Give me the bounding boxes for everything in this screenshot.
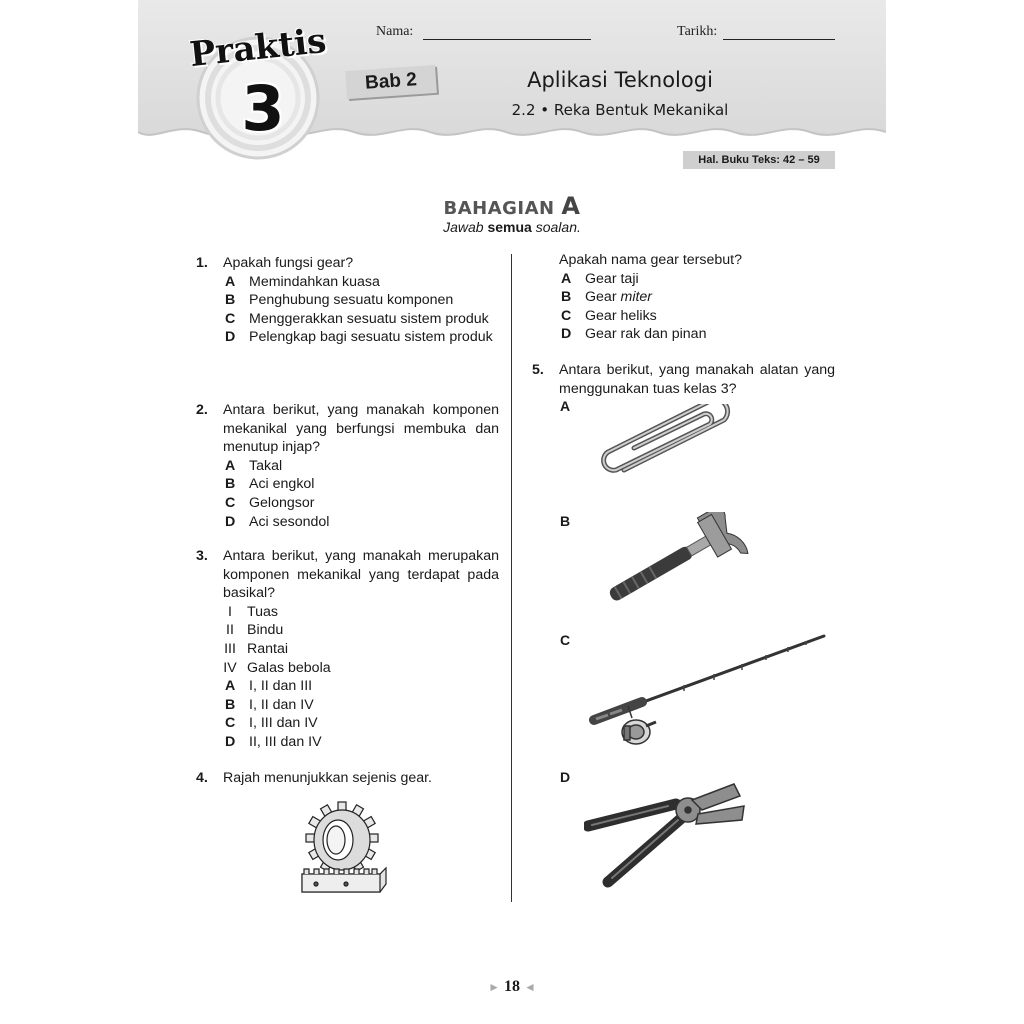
page-number-value: 18 bbox=[504, 978, 520, 995]
question-5 bbox=[532, 361, 835, 398]
question-3 bbox=[196, 547, 499, 752]
answer-option[interactable]: B I, II dan IV bbox=[225, 696, 314, 713]
roman-item: III Rantai bbox=[224, 640, 289, 657]
question-number: 1. bbox=[196, 255, 208, 271]
image-option-label[interactable]: A bbox=[560, 398, 571, 414]
question-number: 2. bbox=[196, 402, 208, 418]
instruction-part-1: Jawab bbox=[443, 219, 484, 235]
question-4-continued bbox=[532, 251, 835, 344]
question-stem: Antara berikut, yang manakah komponen mekanikal yang berfungsi membuka dan menutup injap? bbox=[223, 402, 499, 456]
answer-option[interactable]: A Memindahkan kuasa bbox=[225, 273, 380, 290]
answer-option[interactable]: D Pelengkap bagi sesuatu sistem produk bbox=[225, 329, 493, 346]
question-number: 4. bbox=[196, 770, 208, 786]
fishing-rod-icon[interactable] bbox=[584, 628, 828, 752]
name-line[interactable] bbox=[423, 39, 591, 40]
chapter-subtitle: 2.2 • Reka Bentuk Mekanikal bbox=[511, 101, 729, 119]
name-field[interactable] bbox=[376, 24, 591, 40]
practice-number: 3 bbox=[241, 72, 285, 145]
chapter-title: Aplikasi Teknologi bbox=[527, 68, 713, 92]
section-title bbox=[300, 192, 724, 220]
section-title-word: BAHAGIAN bbox=[443, 198, 555, 219]
answer-option[interactable]: C I, III dan IV bbox=[225, 715, 318, 732]
question-stem: Rajah menunjukkan sejenis gear. bbox=[223, 770, 433, 786]
textbook-reference: Hal. Buku Teks: 42 – 59 bbox=[683, 151, 835, 169]
column-divider bbox=[511, 254, 512, 902]
image-option-label[interactable]: D bbox=[560, 769, 571, 785]
name-label: Nama: bbox=[376, 24, 414, 39]
question-stem: Antara berikut, yang manakah alatan yang menggunakan tuas kelas 3? bbox=[559, 362, 835, 397]
section-instruction bbox=[300, 219, 724, 235]
instruction-part-2: semua bbox=[487, 219, 532, 235]
question-1 bbox=[196, 254, 499, 347]
question-number: 5. bbox=[532, 362, 544, 378]
date-label: Tarikh: bbox=[677, 24, 718, 39]
question-stem: Apakah fungsi gear? bbox=[223, 255, 354, 271]
practice-word: Praktis bbox=[187, 20, 329, 76]
question-followup: Apakah nama gear tersebut? bbox=[559, 252, 742, 268]
date-field[interactable] bbox=[677, 24, 835, 40]
hammer-icon[interactable] bbox=[594, 512, 750, 604]
instruction-part-3: soalan. bbox=[535, 219, 581, 235]
section-title-letter: A bbox=[561, 192, 581, 220]
image-option-label[interactable]: C bbox=[560, 632, 571, 648]
roman-item: II Bindu bbox=[226, 622, 284, 639]
arrow-left-icon: ◄ bbox=[524, 980, 536, 994]
answer-option[interactable]: A Gear taji bbox=[561, 270, 639, 287]
answer-option[interactable]: D II, III dan IV bbox=[225, 733, 322, 750]
rack-and-pinion-gear-icon bbox=[298, 800, 390, 896]
answer-option[interactable]: A I, II dan III bbox=[225, 678, 313, 695]
answer-option[interactable]: A Takal bbox=[225, 457, 283, 474]
question-stem: Antara berikut, yang manakah merupakan komponen mekanikal yang terdapat pada basikal? bbox=[223, 548, 499, 602]
answer-option[interactable]: D Gear rak dan pinan bbox=[561, 326, 707, 343]
answer-option[interactable]: C Menggerakkan sesuatu sistem produk bbox=[225, 310, 489, 327]
image-option-label[interactable]: B bbox=[560, 513, 571, 529]
answer-option[interactable]: B Penghubung sesuatu komponen bbox=[225, 292, 454, 309]
answer-option[interactable]: D Aci sesondol bbox=[225, 513, 330, 530]
paper-clip-icon[interactable] bbox=[594, 404, 742, 478]
question-4 bbox=[196, 769, 499, 788]
answer-option[interactable]: C Gelongsor bbox=[225, 494, 315, 511]
page-number bbox=[462, 978, 562, 996]
pliers-icon[interactable] bbox=[584, 780, 748, 888]
roman-item: IV Galas bebola bbox=[223, 659, 331, 676]
roman-item: I Tuas bbox=[228, 603, 279, 620]
question-2 bbox=[196, 401, 499, 531]
arrow-right-icon: ► bbox=[488, 980, 500, 994]
question-number: 3. bbox=[196, 548, 208, 564]
answer-option[interactable]: B Aci engkol bbox=[225, 476, 315, 493]
answer-option[interactable]: C Gear heliks bbox=[561, 307, 657, 324]
answer-option[interactable]: B Gear miter bbox=[561, 289, 653, 306]
chapter-tag: Bab 2 bbox=[345, 65, 437, 99]
date-line[interactable] bbox=[723, 39, 835, 40]
